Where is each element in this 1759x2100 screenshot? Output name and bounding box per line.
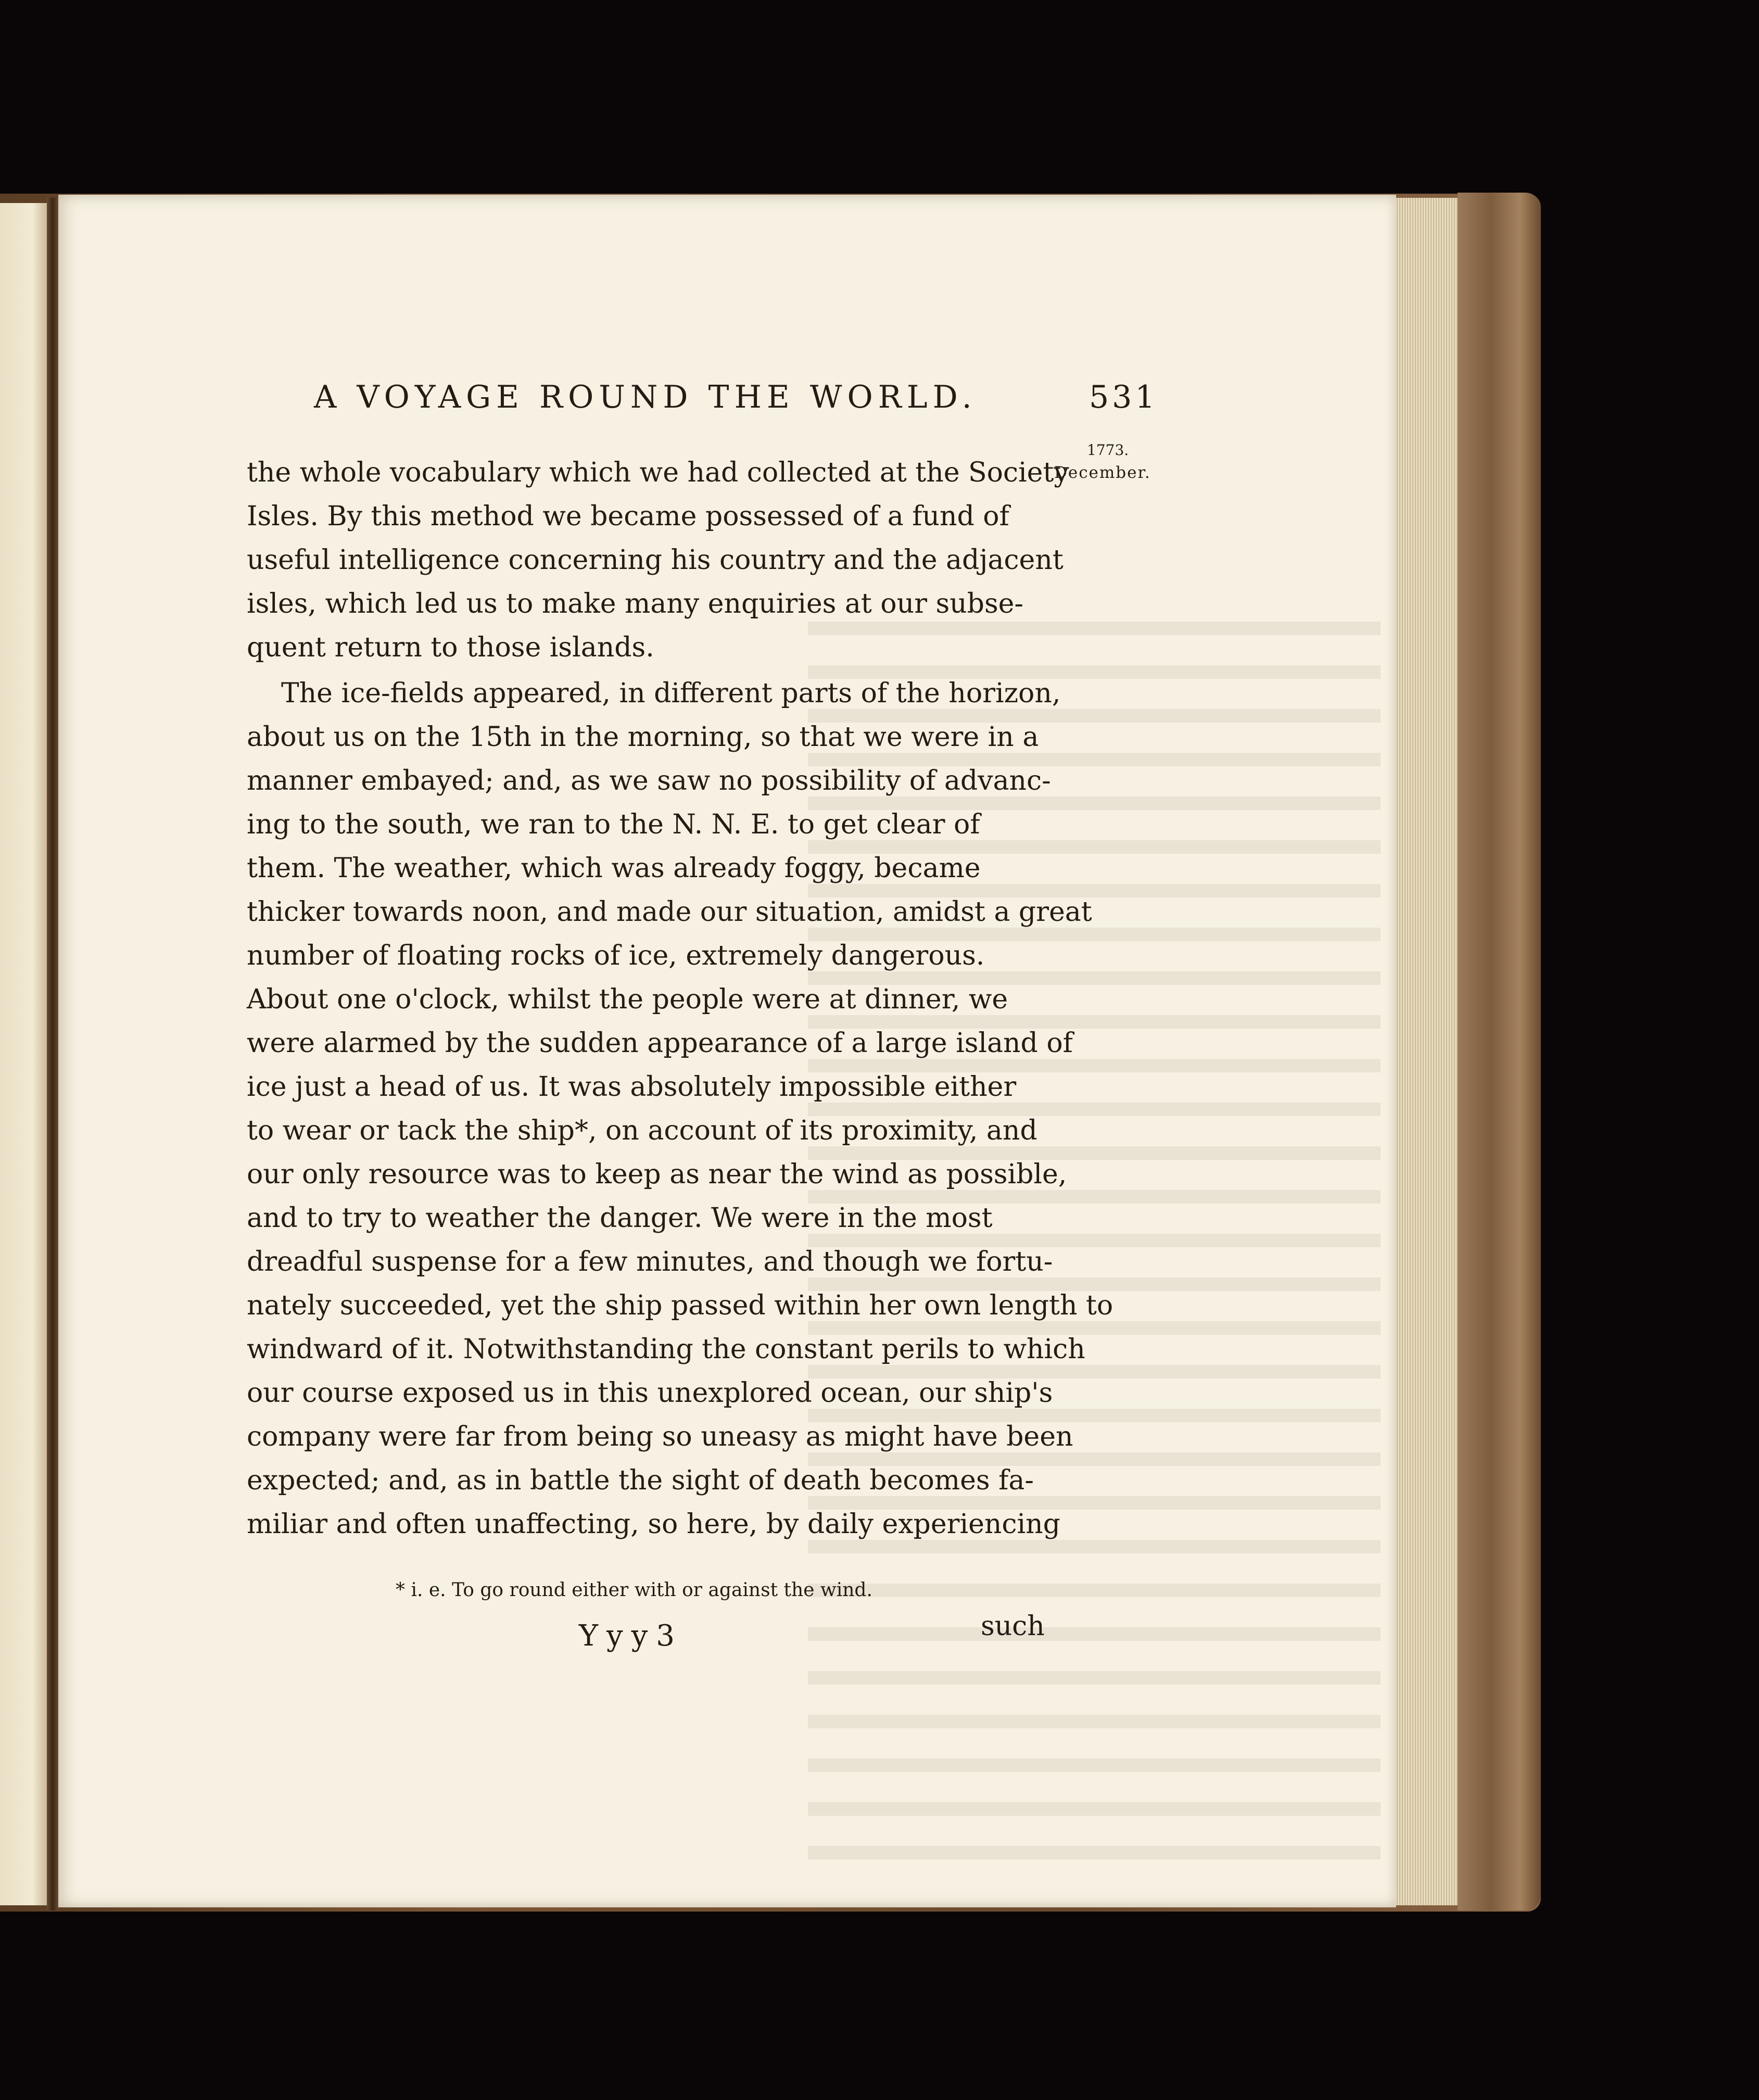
text-line: windward of it. Notwithstanding the constant perils to which xyxy=(247,1334,1085,1365)
text-line: quent return to those islands. xyxy=(247,632,654,663)
text-line: nately succeeded, yet the ship passed within her own length to xyxy=(247,1290,1113,1321)
text-line: company were far from being so uneasy as might have been xyxy=(247,1421,1073,1452)
page-stack-edge xyxy=(1395,198,1458,1905)
text-line: manner embayed; and, as we saw no possibility of advanc- xyxy=(247,765,1051,796)
text-line: Isles. By this method we became possessed of a fund of xyxy=(247,501,1009,532)
text-line: thicker towards noon, and made our situation, amidst a great xyxy=(247,896,1092,928)
book-gutter xyxy=(47,198,58,1911)
margin-note-year: 1773. xyxy=(1087,441,1129,459)
text-line: were alarmed by the sudden appearance of a large island of xyxy=(247,1028,1073,1059)
text-line: miliar and often unaffecting, so here, by daily experiencing xyxy=(247,1509,1060,1540)
text-line: ing to the south, we ran to the N. N. E. to get clear of xyxy=(247,809,980,840)
text-line: expected; and, as in battle the sight of death becomes fa- xyxy=(247,1465,1034,1496)
text-line: number of floating rocks of ice, extremely dangerous. xyxy=(247,940,985,971)
catchword: such xyxy=(981,1611,1045,1642)
text-line: the whole vocabulary which we had collected at the Society xyxy=(247,457,1069,488)
text-line: about us on the 15th in the morning, so that we were in a xyxy=(247,722,1039,753)
text-line: and to try to weather the danger. We were in the most xyxy=(247,1203,993,1234)
footnote: * i. e. To go round either with or against the wind. xyxy=(396,1579,872,1601)
left-page-edge xyxy=(0,203,47,1905)
text-line: isles, which led us to make many enquiries at our subse- xyxy=(247,588,1023,619)
margin-note-month: December. xyxy=(1054,463,1151,482)
text-line: About one o'clock, whilst the people were at dinner, we xyxy=(247,984,1008,1015)
text-line: them. The weather, which was already foggy, became xyxy=(247,853,981,884)
text-line: The ice-fields appeared, in different parts of the horizon, xyxy=(281,678,1061,709)
signature-mark: Yyy3 xyxy=(579,1619,683,1653)
text-line: to wear or tack the ship*, on account of its proximity, and xyxy=(247,1115,1037,1146)
text-line: our only resource was to keep as near the wind as possible, xyxy=(247,1159,1067,1190)
text-line: dreadful suspense for a few minutes, and though we fortu- xyxy=(247,1246,1053,1277)
page-number: 531 xyxy=(1089,379,1158,415)
text-line: useful intelligence concerning his country and the adjacent xyxy=(247,545,1064,576)
fore-edge-cover xyxy=(1458,193,1541,1911)
text-line: ice just a head of us. It was absolutely impossible either xyxy=(247,1071,1017,1103)
running-head: A VOYAGE ROUND THE WORLD. xyxy=(314,379,977,415)
text-line: our course exposed us in this unexplored ocean, our ship's xyxy=(247,1377,1053,1409)
